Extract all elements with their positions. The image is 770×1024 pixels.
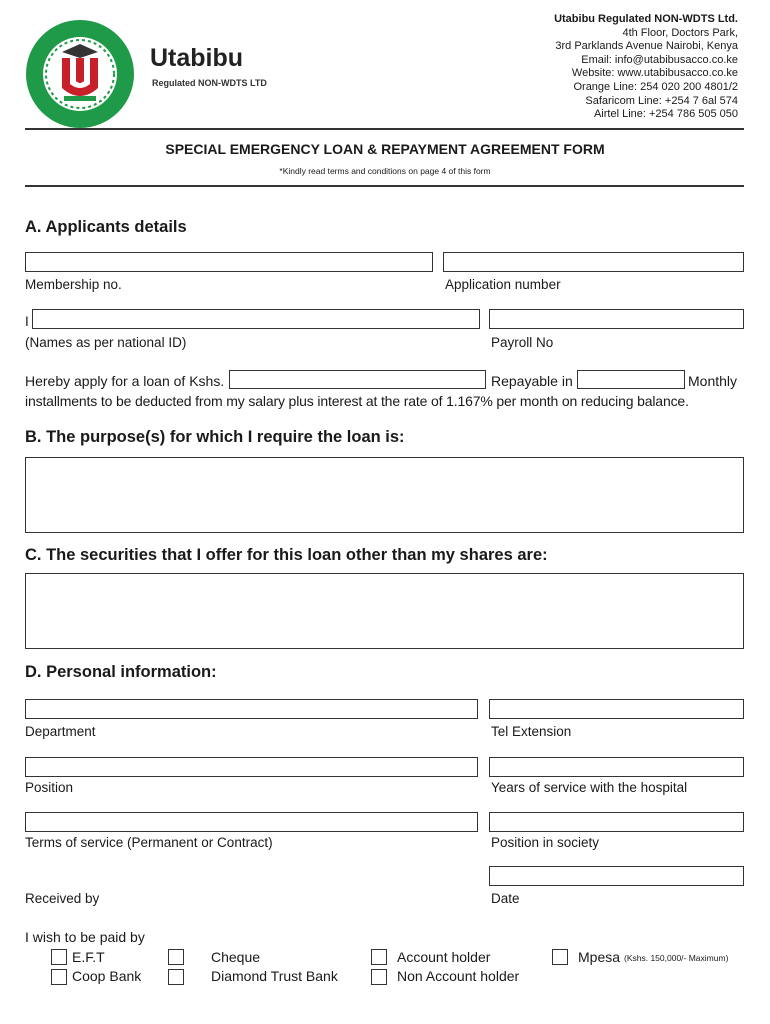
loan-purpose-textarea[interactable] <box>25 457 744 533</box>
date-input[interactable] <box>489 866 744 886</box>
installments-text: installments to be deducted from my salary plus interest at the rate of 1.167% per month on reducing balance. <box>25 393 689 409</box>
eft-label: E.F.T <box>72 949 105 965</box>
date-label: Date <box>491 891 520 906</box>
contact-safaricom-line: Safaricom Line: +254 7 6al 574 <box>585 94 738 107</box>
payment-prompt: I wish to be paid by <box>25 929 145 945</box>
logo <box>24 18 136 130</box>
application-number-label: Application number <box>445 277 561 292</box>
form-subtitle: *Kindly read terms and conditions on page 4 of this form <box>279 166 491 176</box>
tel-extension-label: Tel Extension <box>491 724 572 739</box>
position-in-society-input[interactable] <box>489 812 744 832</box>
repayable-text: Repayable in <box>491 373 573 389</box>
terms-of-service-label: Terms of service (Permanent or Contract) <box>25 835 273 850</box>
department-label: Department <box>25 724 96 739</box>
tel-extension-input[interactable] <box>489 699 744 719</box>
eft-checkbox[interactable] <box>51 949 67 965</box>
contact-email: Email: info@utabibusacco.co.ke <box>581 53 738 66</box>
names-label: (Names as per national ID) <box>25 335 187 350</box>
non-account-holder-checkbox[interactable] <box>371 969 387 985</box>
logo-seal-icon <box>24 18 136 130</box>
cheque-checkbox[interactable] <box>168 949 184 965</box>
brand-subtitle: Regulated NON-WDTS LTD <box>152 78 267 88</box>
section-c-heading: C. The securities that I offer for this loan other than my shares are: <box>25 546 548 564</box>
monthly-text: Monthly <box>688 373 738 389</box>
section-b-heading: B. The purpose(s) for which I require the loan is: <box>25 428 405 446</box>
diamond-trust-checkbox[interactable] <box>168 969 184 985</box>
received-by-label: Received by <box>25 891 100 906</box>
years-of-service-input[interactable] <box>489 757 744 777</box>
i-prefix: I <box>25 314 29 329</box>
department-input[interactable] <box>25 699 478 719</box>
mpesa-note: (Kshs. 150,000/- Maximum) <box>624 953 729 963</box>
account-holder-checkbox[interactable] <box>371 949 387 965</box>
contact-company: Utabibu Regulated NON-WDTS Ltd. <box>554 13 738 25</box>
application-number-input[interactable] <box>443 252 744 272</box>
repayment-months-input[interactable] <box>577 370 685 389</box>
non-account-holder-label: Non Account holder <box>397 968 520 984</box>
contact-website: Website: www.utabibusacco.co.ke <box>571 67 738 80</box>
mpesa-label: Mpesa <box>578 949 621 965</box>
section-d-heading: D. Personal information: <box>25 663 217 681</box>
position-input[interactable] <box>25 757 478 777</box>
contact-address-2: 3rd Parklands Avenue Nairobi, Kenya <box>555 40 738 53</box>
position-in-society-label: Position in society <box>491 835 600 850</box>
membership-label: Membership no. <box>25 277 122 292</box>
mpesa-checkbox[interactable] <box>552 949 568 965</box>
form-title: SPECIAL EMERGENCY LOAN & REPAYMENT AGREEMENT FORM <box>165 141 605 157</box>
account-holder-label: Account holder <box>397 949 491 965</box>
loan-amount-input[interactable] <box>229 370 486 389</box>
header-divider <box>25 128 744 130</box>
years-of-service-label: Years of service with the hospital <box>491 780 688 795</box>
payroll-label: Payroll No <box>491 335 554 350</box>
securities-textarea[interactable] <box>25 573 744 649</box>
brand-name: Utabibu <box>150 44 244 72</box>
names-input[interactable] <box>32 309 480 329</box>
title-divider <box>25 185 744 187</box>
contact-block <box>554 13 738 122</box>
cheque-label: Cheque <box>211 949 261 965</box>
contact-airtel-line: Airtel Line: +254 786 505 050 <box>593 108 738 121</box>
terms-of-service-input[interactable] <box>25 812 478 832</box>
section-a-heading: A. Applicants details <box>25 218 187 236</box>
membership-input[interactable] <box>25 252 433 272</box>
payroll-input[interactable] <box>489 309 744 329</box>
apply-text: Hereby apply for a loan of Kshs. <box>25 373 225 389</box>
contact-orange-line: Orange Line: 254 020 200 4801/2 <box>573 80 738 93</box>
position-label: Position <box>25 780 74 795</box>
diamond-trust-label: Diamond Trust Bank <box>211 968 338 984</box>
coop-bank-checkbox[interactable] <box>51 969 67 985</box>
coop-bank-label: Coop Bank <box>72 968 142 984</box>
contact-address-1: 4th Floor, Doctors Park, <box>622 26 738 39</box>
